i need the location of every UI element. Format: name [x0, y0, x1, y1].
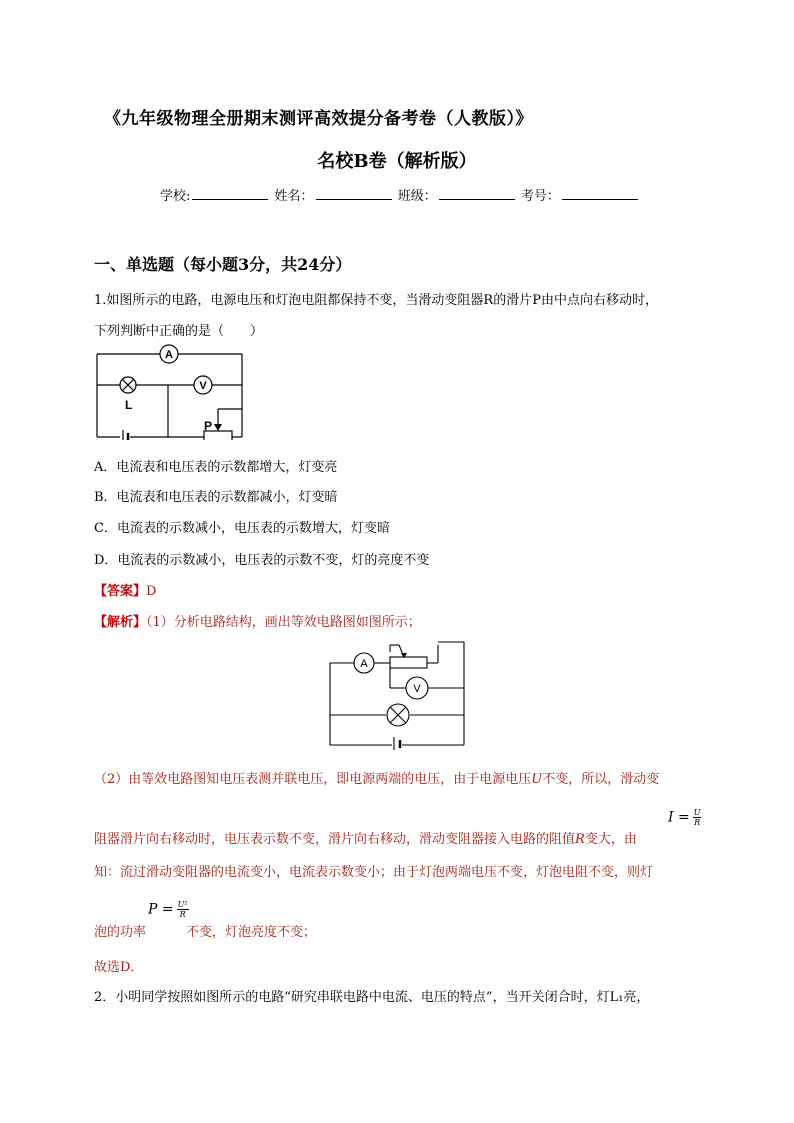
analysis-text-2: （2）由等效电路图知电压表测并联电压，即电源两端的电压，由于电源电压 [94, 772, 532, 787]
analysis-tag: 【解析】 [94, 615, 147, 630]
analysis-text-2-end: 不变，所以，滑动变 [542, 772, 660, 787]
name-blank [316, 186, 392, 200]
svg-text:A: A [360, 658, 368, 670]
q1-option-d: D．电流表的示数减小，电压表的示数不变，灯的亮度不变 [94, 553, 430, 568]
q2-stem-line1: 2．小明同学按照如图所示的电路“研究串联电路中电流、电压的特点”，当开关闭合时，灯L₁亮， [94, 990, 650, 1005]
info-number-label: 考号： [520, 189, 560, 204]
lamp-label: L [125, 398, 133, 412]
formula-i-num: U [693, 808, 701, 817]
q1-option-b: B．电流表和电压表的示数都减小，灯变暗 [94, 490, 338, 505]
q1-analysis-line5 [94, 921, 316, 940]
answer-value: D [146, 584, 157, 599]
formula-p-den: R [179, 910, 186, 919]
formula-power [148, 900, 189, 919]
voltmeter-icon [194, 376, 212, 394]
q1-answer-line [94, 580, 156, 599]
analysis-text-5a: 泡的功率 [94, 925, 147, 940]
formula-p-num: U² [177, 900, 188, 909]
var-u: U [531, 772, 543, 787]
formula-ohms-law [668, 808, 701, 827]
student-info-line [160, 185, 640, 204]
answer-tag: 【答案】 [94, 584, 147, 599]
info-school-label: 学校: [160, 189, 191, 204]
q1-option-c: C．电流表的示数减小，电压表的示数增大，灯变暗 [94, 521, 390, 536]
eq-ammeter-icon [354, 653, 374, 673]
section-heading: 一、单选题（每小题3分，共24分） [94, 255, 352, 274]
q1-circuit-diagram [94, 344, 246, 440]
q1-analysis-line1 [94, 611, 421, 630]
eq-voltmeter-icon [406, 677, 428, 699]
var-r: R [575, 832, 585, 847]
document-title: 《九年级物理全册期末测评高效提分备考卷（人教版）》 [104, 109, 533, 129]
info-name-label: 姓名： [274, 189, 314, 204]
q1-analysis-line4: 知：流过滑动变阻器的电流变小，电流表示数变小；由于灯泡两端电压不变，灯泡电阻不变，则灯 [94, 865, 654, 880]
q1-analysis-line2 [94, 768, 659, 787]
svg-text:V: V [413, 683, 421, 695]
eq-rheostat-icon [390, 645, 427, 668]
info-class-label: 班级： [397, 189, 437, 204]
formula-i-lhs: I = [668, 809, 690, 826]
lamp-icon [120, 377, 136, 393]
class-blank [439, 186, 515, 200]
ammeter-icon [160, 345, 178, 363]
svg-text:V: V [199, 380, 207, 392]
q1-equivalent-circuit [328, 638, 468, 750]
svg-text:A: A [165, 349, 173, 361]
analysis-text-5b: 不变，灯泡亮度不变； [186, 925, 317, 940]
formula-i-den: R [694, 818, 701, 827]
slider-label: P [204, 419, 213, 433]
eq-battery-icon [394, 737, 400, 750]
q1-conclusion: 故选D． [94, 960, 144, 975]
q1-stem-line1: 1.如图所示的电路，电源电压和灯泡电阻都保持不变，当滑动变阻器R的滑片P由中点向右移动时， [94, 293, 658, 308]
analysis-text-3: 阻器滑片向右移动时，电压表示数不变，滑片向右移动，滑动变阻器接入电路的阻值 [94, 832, 576, 847]
number-blank [562, 186, 638, 200]
formula-p-lhs: P = [148, 901, 174, 918]
document-subtitle: 名校B卷（解析版） [317, 151, 477, 172]
analysis-text-1: （1）分析电路结构，画出等效电路图如图所示； [146, 615, 421, 630]
battery-icon [123, 430, 128, 440]
school-blank [192, 186, 268, 200]
eq-lamp-icon [387, 704, 409, 726]
q1-option-a: A．电流表和电压表的示数都增大，灯变亮 [94, 460, 338, 475]
q1-analysis-line3 [94, 828, 637, 847]
analysis-text-3-end: 变大，由 [584, 832, 637, 847]
q1-stem-line2: 下列判断中正确的是（ ） [94, 324, 264, 339]
